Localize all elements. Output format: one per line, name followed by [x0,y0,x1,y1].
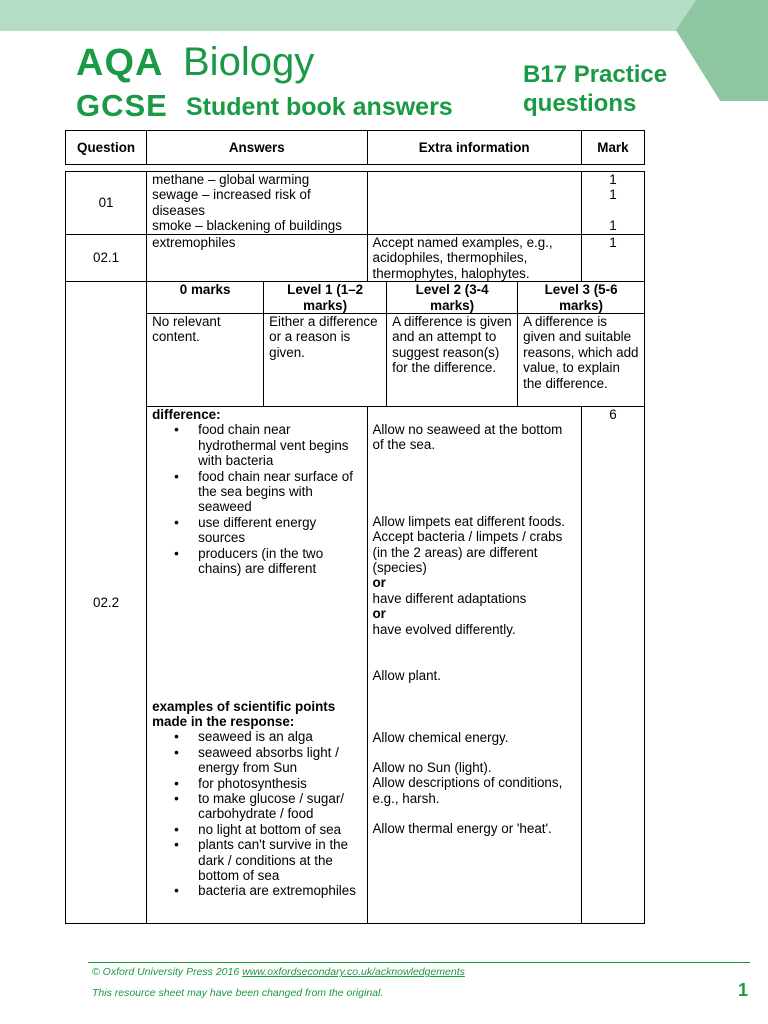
difference-heading: difference: [152,407,221,423]
col-question: Question [66,131,147,165]
level-heading: 0 marks [147,282,264,313]
level-description: Either a difference or a reason is given. [264,314,387,407]
col-answers: Answers [147,131,367,165]
level-heading: Level 3 (5-6 marks) [518,282,644,313]
level-heading: Level 1 (1–2 marks) [264,282,387,313]
answer-cell: methane – global warming sewage – increased risk of diseases smoke – blackening of buildings [147,172,367,235]
question-number: 01 [66,172,147,235]
list-item: • food chain near surface of the sea begins with seaweed [198,469,361,515]
mark-cell: 1 1 1 [581,172,644,235]
list-item: • use different energy sources [198,515,361,546]
list-item: • food chain near hydrothermal vent begins with bacteria [198,422,361,468]
answer-cell [147,407,367,924]
difference-list [152,422,361,576]
level-description: A difference is given and suitable reasons, which add value, to explain the difference. [518,314,644,407]
table-row-q022-levels [66,282,645,407]
level-heading: Level 2 (3-4 marks) [387,282,518,313]
chapter-title: B17 Practice questions [523,61,668,117]
extra-info-cell: Accept named examples, e.g., acidophiles, thermophiles, thermophytes, halophytes. [367,235,581,282]
level-description: No relevant content. [147,314,264,407]
level-grid [147,282,644,406]
mark-cell: 1 [581,235,644,282]
aqa-logo-text: AQA [76,42,164,84]
list-item: • bacteria are extremophiles [198,883,361,898]
col-extra-info: Extra information [367,131,581,165]
level-description: A difference is given and an attempt to suggest reason(s) for the difference. [387,314,518,407]
examples-list [152,729,361,898]
col-mark: Mark [581,131,644,165]
question-number: 02.1 [66,235,147,282]
level-descriptor-cell [147,282,645,407]
extra-info-cell [367,172,581,235]
table-row-q022-content [66,407,645,924]
question-number: 02.2 [66,282,147,924]
answers-table [65,171,645,924]
list-item: • no light at bottom of sea [198,822,361,837]
gcse-label: GCSE [76,88,168,123]
extra-info-cell: Allow no seaweed at the bottom of the sea. Allow limpets eat different foods. Accept bacteria / limpets / crabs (in the 2 areas) are different (species) or have different adaptations or have evolved differently. Allow plant. Allow chemical energy. Allow no Sun (light). Allow descriptions of conditions, e.g., harsh. Allow thermal energy or 'heat'. [367,407,581,924]
footer-note: This resource sheet may have been changed from the original. [92,987,384,999]
table-row-q01 [66,172,645,235]
list-item: • plants can't survive in the dark / conditions at the bottom of sea [198,837,361,883]
page-number: 1 [738,980,749,1000]
book-title: Student book answers [186,93,453,121]
list-item: • for photosynthesis [198,776,361,791]
top-color-band [0,0,768,31]
footer-copyright: © Oxford University Press 2016 www.oxfordsecondary.co.uk/acknowledgements [92,966,465,978]
list-item: • seaweed absorbs light / energy from Sun [198,745,361,776]
footer-divider [88,962,750,963]
list-item: • seaweed is an alga [198,729,361,744]
column-header-table [65,130,645,165]
examples-heading: examples of scientific points made in the response: [152,698,336,729]
table-row-q021 [66,235,645,282]
mark-cell: 6 [581,407,644,924]
answer-cell: extremophiles [147,235,367,282]
list-item: • to make glucose / sugar/ carbohydrate / food [198,791,361,822]
list-item: • producers (in the two chains) are different [198,546,361,577]
subject-title: Biology [183,40,315,84]
acknowledgements-link[interactable]: www.oxfordsecondary.co.uk/acknowledgements [242,966,465,978]
